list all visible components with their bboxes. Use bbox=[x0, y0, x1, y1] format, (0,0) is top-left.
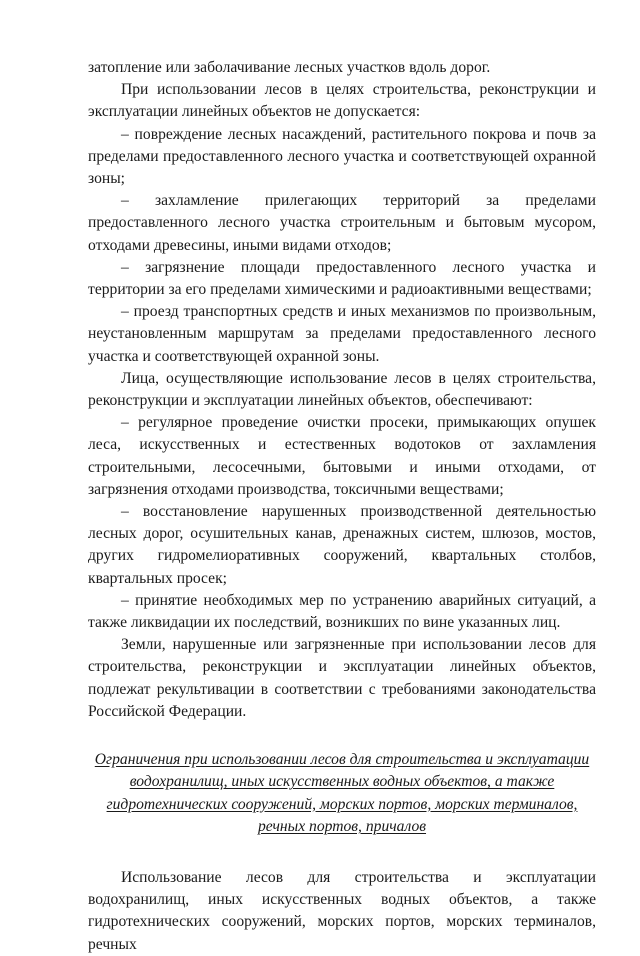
section-heading: Ограничения при использовании лесов для строительства и эксплуатации водохранилищ, иных искусственных водных объектов, а также гидротехнических сооружений, морских портов, морских терминалов, речных портов, причалов bbox=[94, 751, 590, 835]
list-item-vehicle-passage: – проезд транспортных средств и иных механизмов по произвольным, неустановленным маршрутам за пределами предоставленного лесного участка и соответствующей охранной зоны. bbox=[88, 303, 596, 365]
paragraph-continuation: затопление или заболачивание лесных участков вдоль дорог. bbox=[88, 59, 491, 76]
list-item-littering: – захламление прилегающих территорий за пределами предоставленного лесного участка строительным и бытовым мусором, отходами древесины, иными видами отходов; bbox=[88, 192, 596, 254]
paragraph-recultivation: Земли, нарушенные или загрязненные при использовании лесов для строительства, реконструкции и эксплуатации линейных объектов, подлежат рекультивации в соответствии с требованиями законодательства Российской Федерации. bbox=[88, 636, 596, 720]
list-item-pollution: – загрязнение площади предоставленного лесного участка и территории за его пределами химическими и радиоактивными веществами; bbox=[88, 258, 596, 299]
list-item-restoration: – восстановление нарушенных производственной деятельностью лесных дорог, осушительных канав, дренажных систем, шлюзов, мостов, других гидромелиоративных сооружений, квартальных столбов, квартальных просек; bbox=[88, 503, 596, 587]
list-item-damage: – повреждение лесных насаждений, растительного покрова и почв за пределами предоставленного лесного участка и соответствующей охранной зоны; bbox=[88, 125, 596, 188]
list-item-cleaning: – регулярное проведение очистки просеки, примыкающих опушек леса, искусственных и естественных водотоков от захламления строительными, лесосечными, бытовыми и иными отходами, от загрязнения отходами производства, токсичными веществами; bbox=[88, 414, 596, 498]
paragraph-water-objects: Использование лесов для строительства и эксплуатации водохранилищ, иных искусственных водных объектов, а также гидротехнических сооружений, морских портов, морских терминалов, речных bbox=[88, 868, 596, 953]
document-body bbox=[88, 57, 596, 956]
list-item-emergency-measures: – принятие необходимых мер по устранению аварийных ситуаций, а также ликвидации их последствий, возникших по вине указанных лиц. bbox=[88, 591, 596, 632]
paragraph-obligations-intro: Лица, осуществляющие использование лесов в целях строительства, реконструкции и эксплуатации линейных объектов, обеспечивают: bbox=[88, 369, 596, 410]
paragraph-intro-prohibitions: При использовании лесов в целях строительства, реконструкции и эксплуатации линейных объектов не допускается: bbox=[88, 81, 596, 121]
